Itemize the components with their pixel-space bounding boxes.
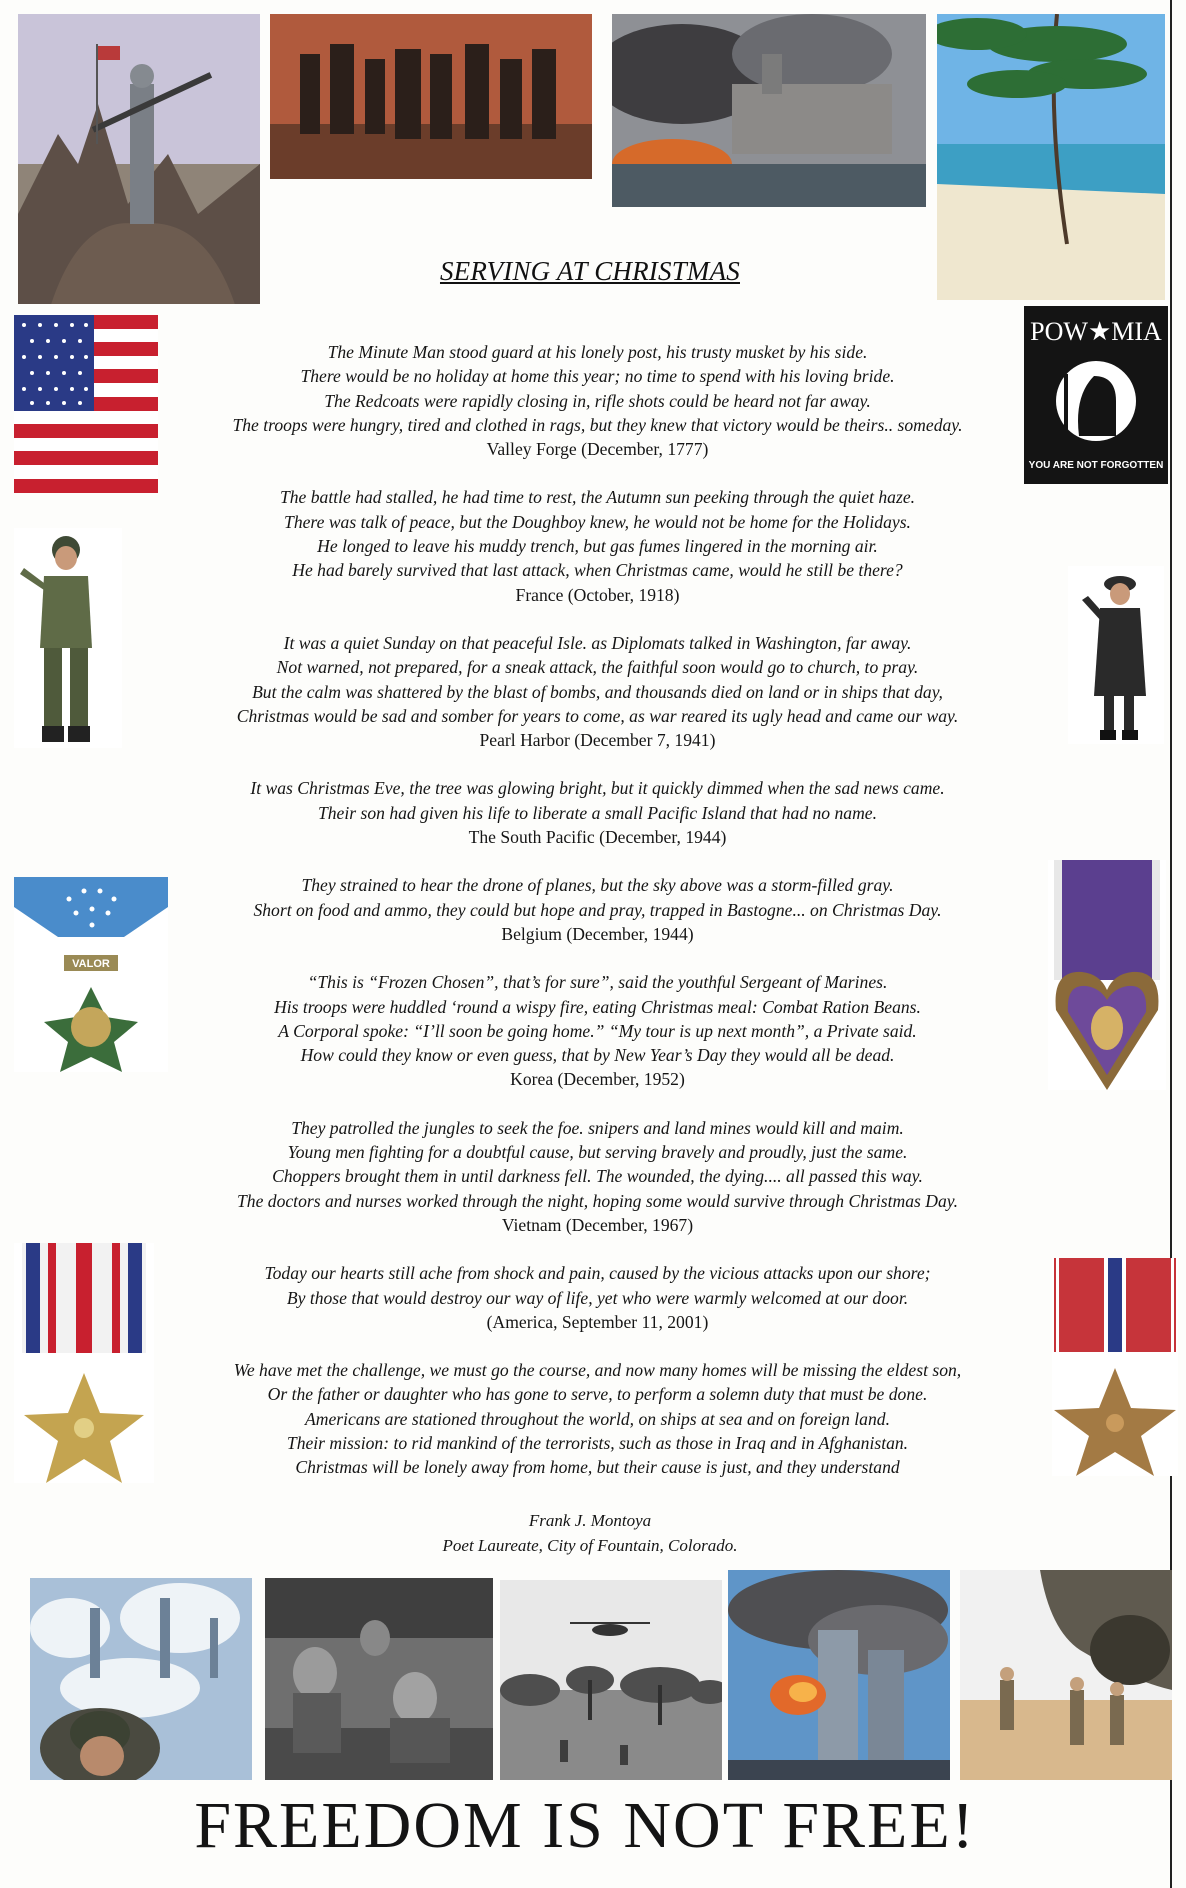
poem-line: He had barely survived that last attack, when Christmas came, would he still be there? <box>292 560 903 581</box>
poem-line: But the calm was shattered by the blast of bombs, and thousands died on land or in ships that day, <box>252 681 943 702</box>
stanza-place: Belgium (December, 1944) <box>501 923 694 944</box>
poem-line: The Redcoats were rapidly closing in, rifle shots could be heard not far away. <box>324 390 871 411</box>
author-role: Poet Laureate, City of Fountain, Colorado. <box>442 1536 738 1555</box>
poem-line: Their son had given his life to liberate a small Pacific Island that had no name. <box>317 802 878 823</box>
twin-towers-photo <box>728 1570 950 1780</box>
stanza-south-pacific <box>160 776 1035 849</box>
poem-line: Americans are stationed throughout the world, on ships at sea and on foreign land. <box>305 1408 890 1429</box>
stanza-present <box>160 1358 1035 1479</box>
stanza-valley-forge <box>160 340 1035 461</box>
winter-soldier-photo <box>30 1578 252 1780</box>
silver-star-medal <box>14 1243 154 1483</box>
stanza-place: Pearl Harbor (December 7, 1941) <box>479 730 716 751</box>
poem-line: It was Christmas Eve, the tree was glowing bright, but it quickly dimmed when the sad news came. <box>250 778 945 799</box>
purple-heart-medal <box>1048 860 1166 1090</box>
poem-line: How could they know or even guess, that by New Year’s Day they would all be dead. <box>300 1045 895 1066</box>
stanza-france <box>160 485 1035 606</box>
poem-line: He longed to leave his muddy trench, but gas fumes lingered in the morning air. <box>317 536 878 557</box>
poem-line: There was talk of peace, but the Doughboy knew, he would not be home for the Holidays. <box>284 511 911 532</box>
stanza-place: Korea (December, 1952) <box>510 1069 685 1090</box>
poem-line: Short on food and ammo, they could but hope and pray, trapped in Bastogne... on Christmas Day. <box>253 899 942 920</box>
poem-line: Or the father or daughter who has gone to serve, to perform a solemn duty that must be done. <box>267 1384 928 1405</box>
poem-line: We have met the challenge, we must go the course, and now many homes will be missing the eldest son, <box>233 1360 962 1381</box>
helicopter-jungle-photo <box>500 1580 722 1780</box>
poem-line: They strained to hear the drone of planes, but the sky above was a storm-filled gray. <box>301 875 894 896</box>
pow-mia-flag <box>1024 306 1168 484</box>
poem-line: Choppers brought them in until darkness fell. The wounded, the dying.... all passed this way. <box>272 1166 923 1187</box>
poem-line: The doctors and nurses worked through the night, hoping some would survive through Christmas Day. <box>236 1190 958 1211</box>
valor-label: VALOR <box>72 958 110 970</box>
pearl-harbor-ship-photo <box>612 14 926 207</box>
poem-line: Young men fighting for a doubtful cause, but serving bravely and proudly, just the same. <box>287 1142 908 1163</box>
medal-of-honor <box>14 877 168 1072</box>
minuteman-statue-photo <box>18 14 260 304</box>
poem-line: Their mission: to rid mankind of the terrorists, such as those in Iraq and in Afghanistan. <box>286 1432 909 1453</box>
saluting-soldier-male <box>14 528 122 748</box>
pow-mia-motto: YOU ARE NOT FORGOTTEN <box>1028 460 1164 471</box>
poem-line: Christmas will be lonely away from home, but their cause is just, and they understand <box>295 1457 900 1478</box>
stanza-america <box>160 1261 1035 1334</box>
pow-mia-title: POW★MIA <box>1030 317 1162 346</box>
chinook-troops-photo <box>960 1570 1172 1780</box>
poem-line: The troops were hungry, tired and clothed in rags, but they knew that victory would be theirs.. someday. <box>232 414 963 435</box>
author-name: Frank J. Montoya <box>528 1511 652 1530</box>
soldiers-eating-photo <box>265 1578 493 1780</box>
poem-line: “This is “Frozen Chosen”, that’s for sure”, said the youthful Sergeant of Marines. <box>307 972 888 993</box>
poem-line: Not warned, not prepared, for a sneak attack, the faithful soon would go to church, to pray. <box>276 657 919 678</box>
poem-line: By those that would destroy our way of life, yet who were warmly welcomed at our door. <box>286 1287 909 1308</box>
saluting-soldier-female <box>1068 566 1164 744</box>
poem-line: Christmas would be sad and somber for years to come, as war reared its ugly head and came our way. <box>236 705 959 726</box>
stanza-vietnam <box>160 1116 1035 1237</box>
stanza-place: The South Pacific (December, 1944) <box>468 827 727 848</box>
poem-line: It was a quiet Sunday on that peaceful Isle. as Diplomats talked in Washington, far away. <box>283 632 912 653</box>
poem-line: Today our hearts still ache from shock and pain, caused by the vicious attacks upon our shore; <box>264 1263 931 1284</box>
poem-line: The battle had stalled, he had time to rest, the Autumn sun peeking through the quiet haze. <box>279 487 916 508</box>
stanza-place: Vietnam (December, 1967) <box>501 1214 694 1235</box>
stanza-place: France (October, 1918) <box>515 584 680 605</box>
poem-line: They patrolled the jungles to seek the foe. snipers and land mines would kill and maim. <box>291 1117 904 1138</box>
stanza-place: (America, September 11, 2001) <box>486 1311 709 1332</box>
poem-line: A Corporal spoke: “I’ll soon be going home.” “My tour is up next month”, a Private said. <box>278 1020 917 1041</box>
bronze-star-medal <box>1052 1258 1178 1476</box>
american-flag <box>14 315 158 493</box>
poem-title: SERVING AT CHRISTMAS <box>439 256 740 286</box>
poem-line: There would be no holiday at home this year; no time to spend with his loving bride. <box>300 366 895 387</box>
stanza-pearl-harbor <box>160 631 1035 752</box>
signature <box>330 1508 850 1558</box>
stanza-korea <box>160 970 1035 1091</box>
footer-slogan: FREEDOM IS NOT FREE! <box>194 1789 976 1862</box>
soldiers-silhouette-photo <box>270 14 592 179</box>
poem-line: His troops were huddled ‘round a wispy fire, eating Christmas meal: Combat Ration Beans. <box>274 996 921 1017</box>
stanza-belgium <box>160 873 1035 946</box>
stanza-place: Valley Forge (December, 1777) <box>486 439 709 460</box>
tropical-beach-photo <box>937 14 1165 300</box>
poem-line: The Minute Man stood guard at his lonely post, his trusty musket by his side. <box>327 342 868 362</box>
poem-body <box>160 340 1035 1504</box>
